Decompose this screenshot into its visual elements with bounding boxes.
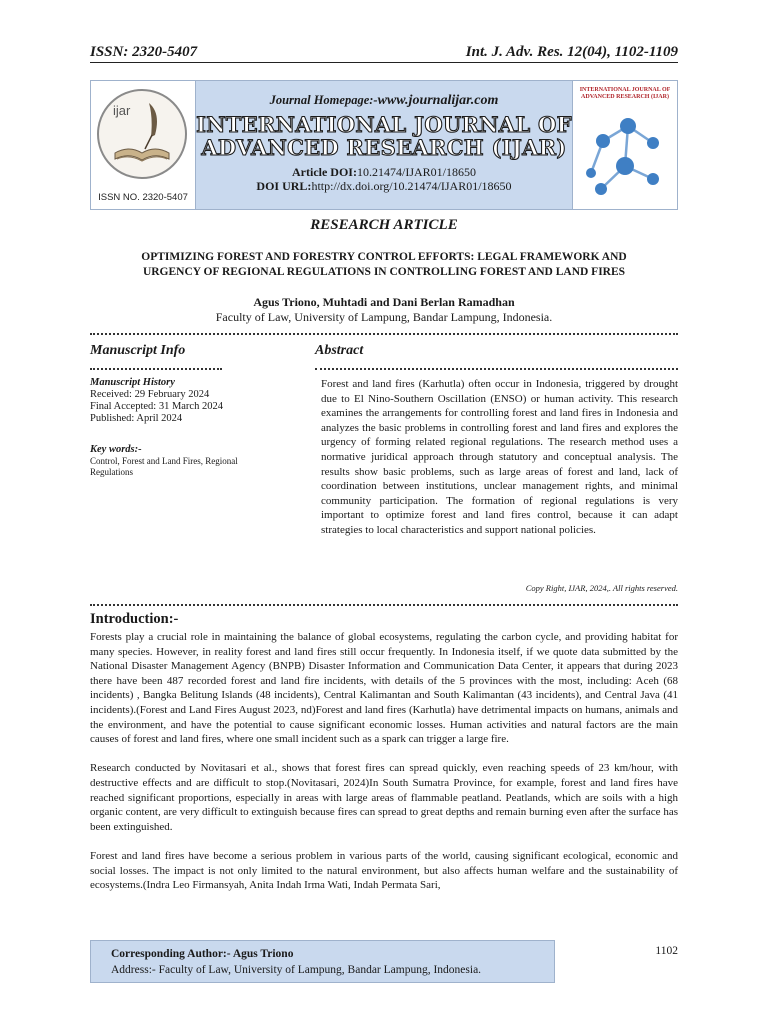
logo-issn: ISSN NO. 2320-5407 (98, 192, 188, 203)
journal-page (90, 0, 680, 1024)
paragraph: Forests play a crucial role in maintaining the balance of global ecosystems, regulating the carbon cycle, and providing habitat for many species. However, in reality forest and land fires still occur frequently. In Indonesia itself, if we quote data submitted by the National Disaster Management Agency (BNPB) Disaster Information and Communication Data Center, it appears that during 2023 there have been 487 recorded forest and land fire incidents, with details of the 5 provinces with the most, including: Aceh (68 incidents) , Bangka Belitung Islands (48 incidents), Central Kalimantan and South Kalimantan (43 incidents), and Central Java (41 incidents).(Forest and Land Fires August 2023, nd)Forest and land fires (Karhutla) have detrimental impacts on humans, animals and the environment, and have the potential to cause significant economic losses. Human activities and natural factors are the main causes of forest and land fires, where one small incident such as a spark can trigger a large fire. (90, 631, 678, 746)
homepage-link[interactable]: www.journalijar.com (377, 93, 499, 108)
authors: Agus Triono, Muhtadi and Dani Berlan Ramadhan (253, 295, 515, 309)
published-date: Published: April 2024 (90, 413, 183, 424)
received-date: Received: 29 February 2024 (90, 389, 210, 400)
doi-url-label: DOI URL: (256, 179, 312, 193)
divider (315, 368, 678, 370)
homepage-label: Journal Homepage:- (269, 93, 378, 107)
logo-emblem (97, 89, 187, 179)
keywords: Control, Forest and Land Fires, Regional Regulations (90, 456, 238, 477)
article-type: RESEARCH ARTICLE (310, 217, 458, 233)
paragraph: Forest and land fires have become a serious problem in various parts of the world, causing significant ecological, economic and social losses. The impact is not only limited to the natural environment, but also affects human welfare and the sustainability of ecosystems.(Indra Leo Firmansyah, Anita Indah Irma Wati, Indah Permata Sari, (90, 849, 678, 892)
divider (90, 604, 678, 606)
abstract-heading: Abstract (315, 343, 364, 358)
accepted-date: Final Accepted: 31 March 2024 (90, 401, 223, 412)
cover-title: INTERNATIONAL JOURNAL OF ADVANCED RESEARCH (IJAR) (579, 87, 671, 100)
journal-banner (90, 80, 678, 210)
running-header (90, 44, 678, 63)
journal-title (195, 113, 573, 159)
divider (90, 333, 678, 335)
introduction-body (90, 630, 678, 907)
doi-block (195, 165, 573, 193)
journal-title-line-2: ADVANCED RESEARCH (IJAR) (201, 135, 567, 160)
divider (90, 368, 222, 370)
journal-homepage (195, 93, 573, 109)
manuscript-info-heading: Manuscript Info (90, 343, 186, 358)
journal-title-line-1: INTERNATIONAL JOURNAL OF (196, 112, 572, 137)
doi-url-link[interactable]: http://dx.doi.org/10.21474/IJAR01/18650 (311, 179, 512, 193)
copyright: Copy Right, IJAR, 2024,. All rights reserved. (525, 583, 678, 593)
keywords-label: Key words:- (90, 444, 142, 455)
manuscript-info (90, 377, 270, 478)
doi-label: Article DOI: (292, 165, 357, 179)
paper-title-line-1: OPTIMIZING FOREST AND FORESTRY CONTROL EFFORTS: LEGAL FRAMEWORK AND (141, 251, 627, 263)
corresponding-author: Corresponding Author:- Agus Triono (111, 948, 294, 960)
journal-logo (91, 81, 196, 209)
doi-value: 10.21474/IJAR01/18650 (356, 165, 476, 179)
paper-title (90, 250, 678, 280)
logo-wordmark: ijar (113, 103, 131, 118)
history-label: Manuscript History (90, 377, 175, 388)
journal-cover-thumbnail (572, 81, 677, 209)
issn-label: ISSN: 2320-5407 (90, 44, 198, 60)
affiliation: Faculty of Law, University of Lampung, Bandar Lampung, Indonesia. (215, 310, 553, 324)
paragraph: Research conducted by Novitasari et al., shows that forest fires can spread quickly, even reaching speeds of 23 km/hour, with destructive effects and are difficult to stop.(Novitasari, 2024)In South Sumatra Province, for example, forest and land fires have reached significant proportions, especially in areas with large areas of flammable peatland. Peatlands, which are soils with a high organic content, are very difficult to extinguish because fires can spread to great depths and remain burning even after the surface has been extinguished. (90, 762, 678, 833)
page-number: 1102 (655, 945, 678, 957)
corresponding-author-box (90, 940, 555, 983)
banner-center (195, 81, 573, 193)
paper-title-line-2: URGENCY OF REGIONAL REGULATIONS IN CONTROLLING FOREST AND LAND FIRES (142, 266, 626, 278)
quill-book-icon (99, 91, 185, 177)
author-address: Address:- Faculty of Law, University of Lampung, Bandar Lampung, Indonesia. (111, 964, 482, 976)
introduction-heading: Introduction:- (90, 611, 179, 627)
citation-label: Int. J. Adv. Res. 12(04), 1102-1109 (465, 44, 678, 60)
abstract-text: Forest and land fires (Karhutla) often occur in Indonesia, triggered by drought due to El Nino-Southern Oscillation (ENSO) or human activity. This research examines the arrangements for controlling forest and land fires in Indonesia and analyzes the basic problems in controlling forest and land fires and explores the urgency of forming related regional regulations. The research method uses a normative juridical approach through statutory and conceptual analysis. The results show basic problems, such as large areas of forest and land, lack of coordination between institutions, unclear management rights, and minimal community participation. The formation of regional regulations is very important to optimize forest and land fires control, because it can adapt strategies to local characteristics and support national policies. (321, 378, 678, 536)
